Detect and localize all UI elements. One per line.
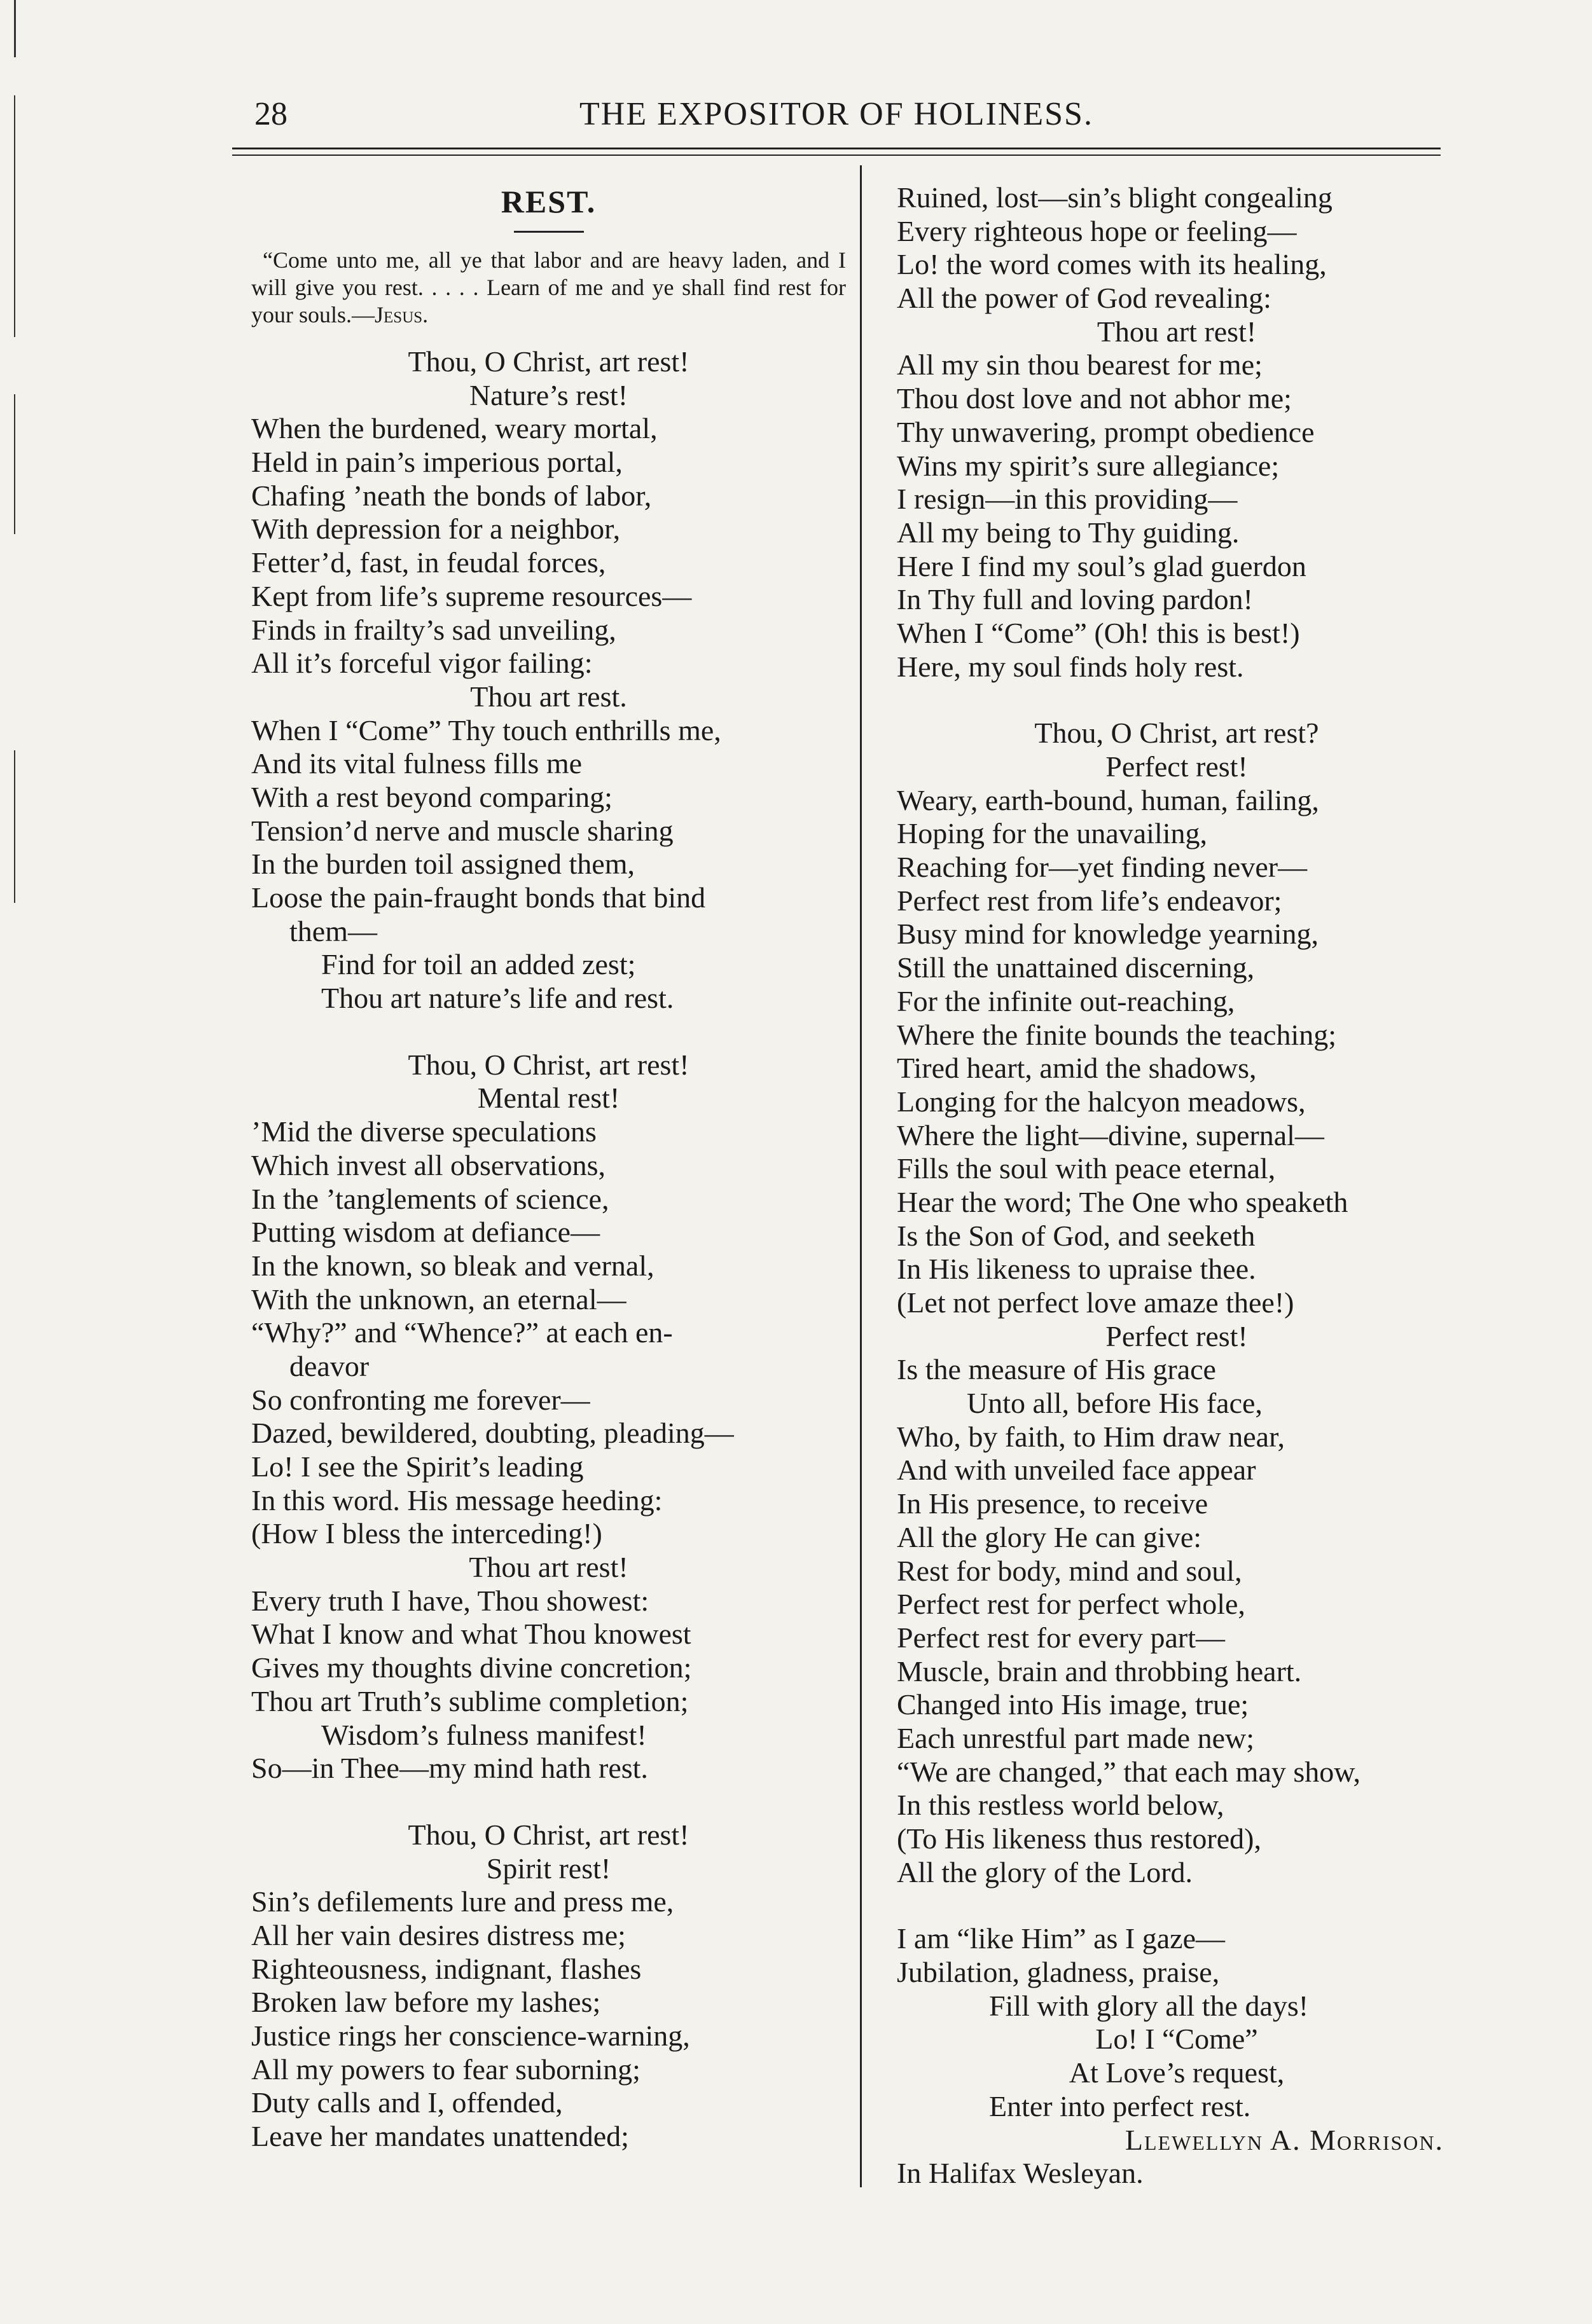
poem-line: At Love’s request, <box>1069 2056 1285 2089</box>
poem-line: All the power of God revealing: <box>897 282 1271 315</box>
poem-line: When the burdened, weary mortal, <box>251 412 658 445</box>
poem-line: Fetter’d, fast, in feudal forces, <box>251 546 606 579</box>
poem-line: All the glory He can give: <box>897 1520 1202 1553</box>
poem-line: (Let not perfect love amaze thee!) <box>897 1286 1294 1319</box>
poem-line: All it’s forceful vigor failing: <box>251 647 593 680</box>
poem-line: Ruined, lost—sin’s blight congealing <box>897 181 1332 214</box>
poem-line: Tension’d nerve and muscle sharing <box>251 814 674 847</box>
poem-line: Every righteous hope or feeling— <box>897 214 1297 247</box>
poem-line: Fills the soul with peace eternal, <box>897 1152 1276 1185</box>
poem-line: Find for toil an added zest; <box>321 948 636 981</box>
left-column <box>251 181 846 2154</box>
poem-line: Perfect rest from life’s endeavor; <box>897 884 1282 917</box>
poem-line: Busy mind for knowledge yearning, <box>897 918 1319 951</box>
poem-line: I am “like Him” as I gaze— <box>897 1922 1225 1955</box>
poem-line: Muscle, brain and throbbing heart. <box>897 1654 1302 1688</box>
poem-line: Finds in frailty’s sad unveiling, <box>251 613 616 646</box>
poem-line: Lo! I “Come” <box>1095 2023 1258 2056</box>
poem-line: And its vital fulness fills me <box>251 747 583 780</box>
poem-line: Still the unattained discerning, <box>897 951 1255 984</box>
poem-line: Here, my soul finds holy rest. <box>897 650 1244 683</box>
page-edge-marks <box>14 0 18 954</box>
poem-line: Spirit rest! <box>486 1852 611 1885</box>
poem-line: “Why?” and “Whence?” at each en- <box>251 1316 673 1349</box>
poem-line: Dazed, bewildered, doubting, pleading— <box>251 1417 734 1450</box>
poem-line: Lo! I see the Spirit’s leading <box>251 1450 584 1483</box>
stanza-break <box>897 684 1457 717</box>
poem-line: Chafing ’neath the bonds of labor, <box>251 479 652 512</box>
header-rule <box>232 148 1441 156</box>
poem-line: Perfect rest for every part— <box>897 1621 1225 1654</box>
poem-line: “We are changed,” that each may show, <box>897 1755 1360 1788</box>
poem-line: All my sin thou bearest for me; <box>897 348 1263 382</box>
poem-line: Thou, O Christ, art rest! <box>408 1048 689 1081</box>
poem-line: deavor <box>289 1349 370 1382</box>
poem-line: Enter into perfect rest. <box>989 2089 1251 2122</box>
poem-title: REST. <box>501 184 597 219</box>
poem-line: And with unveiled face appear <box>897 1454 1256 1487</box>
poem-line: Unto all, before His face, <box>967 1387 1263 1420</box>
poem-line: All her vain desires distress me; <box>251 1918 626 1951</box>
poem-line: Putting wisdom at defiance— <box>251 1216 600 1249</box>
poem-line: Weary, earth-bound, human, failing, <box>897 783 1319 816</box>
stanza-break <box>251 1785 846 1819</box>
poem-line: them— <box>289 914 377 947</box>
poem-line: Thou, O Christ, art rest? <box>1034 717 1319 750</box>
poem-line: Hear the word; The One who speaketh <box>897 1185 1348 1218</box>
running-title: THE EXPOSITOR OF HOLINESS. <box>579 96 1093 132</box>
poem-line: Tired heart, amid the shadows, <box>897 1052 1257 1085</box>
poem-line: Loose the pain-fraught bonds that bind <box>251 881 706 914</box>
poem-line: For the infinite out-reaching, <box>897 984 1235 1017</box>
poem-line: Reaching for—yet finding never— <box>897 851 1308 884</box>
page-number: 28 <box>254 96 287 132</box>
poem-line: I resign—in this providing— <box>897 483 1238 516</box>
poem-line: Is the Son of God, and seeketh <box>897 1219 1256 1252</box>
poem-line: When I “Come” Thy touch enthrills me, <box>251 713 721 746</box>
poem-line: Is the measure of His grace <box>897 1353 1216 1386</box>
poem-line: Each unrestful part made new; <box>897 1721 1254 1754</box>
poem-line: Who, by faith, to Him draw near, <box>897 1420 1285 1453</box>
poem-line: In Thy full and loving pardon! <box>897 583 1253 616</box>
poem-line: In His likeness to upraise thee. <box>897 1253 1256 1286</box>
poem-line: Every truth I have, Thou showest: <box>251 1584 649 1617</box>
epigraph <box>251 247 846 329</box>
poem-line: Thou, O Christ, art rest! <box>408 1818 689 1851</box>
poem-line: What I know and what Thou knowest <box>251 1618 691 1651</box>
poem-line: Thou art nature’s life and rest. <box>321 982 674 1015</box>
poem-line: In this restless world below, <box>897 1789 1224 1822</box>
poem-line: Changed into His image, true; <box>897 1688 1249 1721</box>
poem-line: Thou dost love and not abhor me; <box>897 382 1292 415</box>
right-poem-lines <box>897 181 1457 2190</box>
poem-line: With depression for a neighbor, <box>251 512 621 546</box>
poem-line: Rest for body, mind and soul, <box>897 1554 1242 1587</box>
poem-line: Righteousness, indignant, flashes <box>251 1952 642 1985</box>
poem-line: Kept from life’s supreme resources— <box>251 579 692 612</box>
left-poem-lines <box>251 345 846 2154</box>
poem-line: Nature’s rest! <box>469 378 628 411</box>
poem-line: Thou art rest! <box>469 1551 628 1584</box>
poem-line: Held in pain’s imperious portal, <box>251 446 623 479</box>
poem-line: In this word. His message heeding: <box>251 1483 663 1516</box>
poem-line: Wisdom’s fulness manifest! <box>321 1718 647 1751</box>
poem-line: Wins my spirit’s sure allegiance; <box>897 449 1280 482</box>
poem-line: In His presence, to receive <box>897 1487 1208 1520</box>
stanza-break <box>251 1015 846 1049</box>
poem-line: Jubilation, gladness, praise, <box>897 1956 1220 1989</box>
poem-line: In the burden toil assigned them, <box>251 848 635 881</box>
poem-line: Perfect rest! <box>1105 750 1248 783</box>
poem-line: Perfect rest! <box>1105 1319 1248 1352</box>
stanza-break <box>897 1889 1457 1922</box>
epigraph-text: “Come unto me, all ye that labor and are heavy laden, and I will give you rest. . . . . Learn of me and ye shall find rest for your souls.— <box>251 247 846 327</box>
poem-line: With the unknown, an eternal— <box>251 1282 626 1316</box>
poem-line: Fill with glory all the days! <box>989 1989 1309 2022</box>
poem-line: Thou art rest. <box>470 680 627 713</box>
poem-line: Perfect rest for perfect whole, <box>897 1588 1245 1621</box>
poem-line: All my powers to fear suborning; <box>251 2052 640 2086</box>
poem-line: All the glory of the Lord. <box>897 1855 1193 1888</box>
poem-line: In Halifax Wesleyan. <box>897 2157 1144 2190</box>
title-rule <box>514 231 584 233</box>
poem-line: In the known, so bleak and vernal, <box>251 1249 654 1282</box>
poem-line: Duty calls and I, offended, <box>251 2086 563 2119</box>
poem-line: Thou art rest! <box>1097 315 1257 348</box>
poem-line: Where the finite bounds the teaching; <box>897 1018 1337 1051</box>
poem-line: Thy unwavering, prompt obedience <box>897 415 1315 448</box>
poem-line: Lo! the word comes with its healing, <box>897 248 1327 281</box>
poem-line: Mental rest! <box>477 1082 620 1115</box>
poem-line: Broken law before my lashes; <box>251 1986 601 2019</box>
poem-line: So—in Thee—my mind hath rest. <box>251 1752 648 1785</box>
poem-line: So confronting me forever— <box>251 1383 590 1416</box>
page-header <box>235 83 1437 140</box>
poem-line: ’Mid the diverse speculations <box>251 1115 597 1148</box>
poem-line: Where the light—divine, supernal— <box>897 1118 1324 1152</box>
poem-line: Hoping for the unavailing, <box>897 817 1208 850</box>
right-column <box>897 181 1457 2190</box>
poem-line: Gives my thoughts divine concretion; <box>251 1651 692 1684</box>
poem-line: (How I bless the interceding!) <box>251 1517 602 1550</box>
poem-line: With a rest beyond comparing; <box>251 780 613 813</box>
poem-line: Longing for the halcyon meadows, <box>897 1085 1306 1118</box>
poem-line: All my being to Thy guiding. <box>897 516 1240 549</box>
poem-line: When I “Come” (Oh! this is best!) <box>897 616 1300 649</box>
poem-line: Justice rings her conscience-warning, <box>251 2019 690 2052</box>
poem-signature: Llewellyn A. Morrison. <box>1125 2123 1444 2156</box>
poem-line: Thou art Truth’s sublime completion; <box>251 1684 689 1717</box>
poem-line: Leave her mandates unattended; <box>251 2120 629 2153</box>
poem-line: (To His likeness thus restored), <box>897 1822 1261 1855</box>
poem-line: In the ’tanglements of science, <box>251 1182 609 1215</box>
poem-line: Sin’s defilements lure and press me, <box>251 1885 674 1918</box>
column-divider <box>860 165 862 2187</box>
epigraph-attribution: Jesus. <box>375 302 429 327</box>
poem-line: Which invest all observations, <box>251 1148 606 1181</box>
poem-line: Here I find my soul’s glad guerdon <box>897 549 1306 582</box>
poem-line: Thou, O Christ, art rest! <box>408 345 689 378</box>
